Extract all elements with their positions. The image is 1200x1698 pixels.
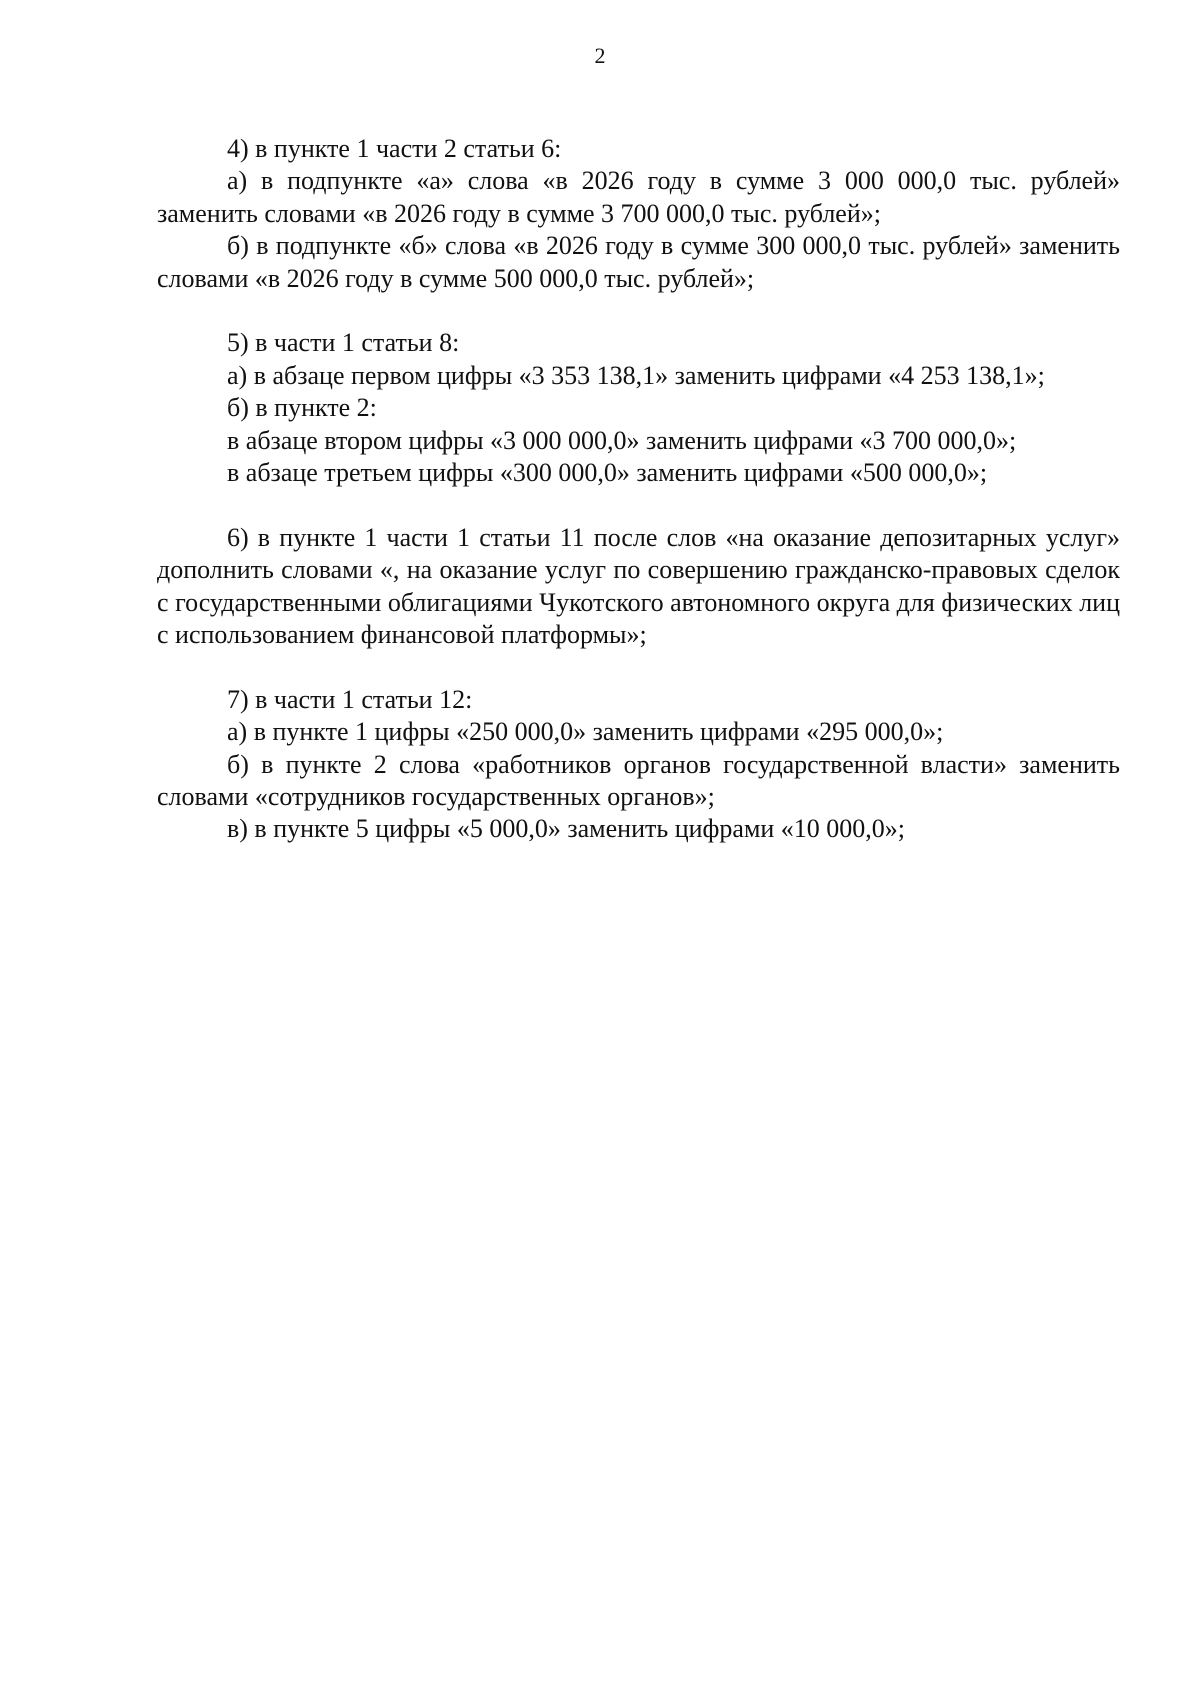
paragraph-item-6: 6) в пункте 1 части 1 статьи 11 после слов «на оказание депозитарных услуг» дополнить словами «, на оказание услуг по совершению гражданско-правовых сделок с государственными облигациями Чукотского автономного округа для физических лиц с использованием финансовой платформы»; xyxy=(157,522,1120,650)
page-number: 2 xyxy=(594,43,606,68)
paragraph-spacer xyxy=(157,651,1120,683)
paragraph-item-7b: б) в пункте 2 слова «работников органов государственной власти» заменить словами «сотрудников государственных органов»; xyxy=(157,749,1120,812)
paragraph-item-5b-2: в абзаце третьем цифры «300 000,0» заменить цифрами «500 000,0»; xyxy=(227,458,988,488)
paragraph-spacer xyxy=(157,489,1120,521)
paragraph-spacer xyxy=(157,295,1120,327)
paragraph-item-5b: б) в пункте 2: xyxy=(227,393,377,423)
paragraph-item-4: 4) в пункте 1 части 2 статьи 6: xyxy=(227,134,562,163)
paragraph-item-7a: а) в пункте 1 цифры «250 000,0» заменить цифрами «295 000,0»; xyxy=(227,717,944,747)
document-body xyxy=(157,133,1120,846)
paragraph-item-4b: б) в подпункте «б» слова «в 2026 году в сумме 300 000,0 тыс. рублей» заменить словами «в 2026 году в сумме 500 000,0 тыс. рублей»; xyxy=(157,231,1120,293)
paragraph-item-5: 5) в части 1 статьи 8: xyxy=(227,328,460,358)
paragraph-item-5b-1: в абзаце втором цифры «3 000 000,0» заменить цифрами «3 700 000,0»; xyxy=(227,425,1017,455)
paragraph-item-4a: а) в подпункте «а» слова «в 2026 году в сумме 3 000 000,0 тыс. рублей» заменить словами «в 2026 году в сумме 3 700 000,0 тыс. рублей»; xyxy=(157,166,1120,228)
paragraph-item-5a: а) в абзаце первом цифры «3 353 138,1» заменить цифрами «4 253 138,1»; xyxy=(227,360,1045,390)
paragraph-item-7v: в) в пункте 5 цифры «5 000,0» заменить цифрами «10 000,0»; xyxy=(227,814,906,844)
paragraph-item-7: 7) в части 1 статьи 12: xyxy=(227,684,473,714)
